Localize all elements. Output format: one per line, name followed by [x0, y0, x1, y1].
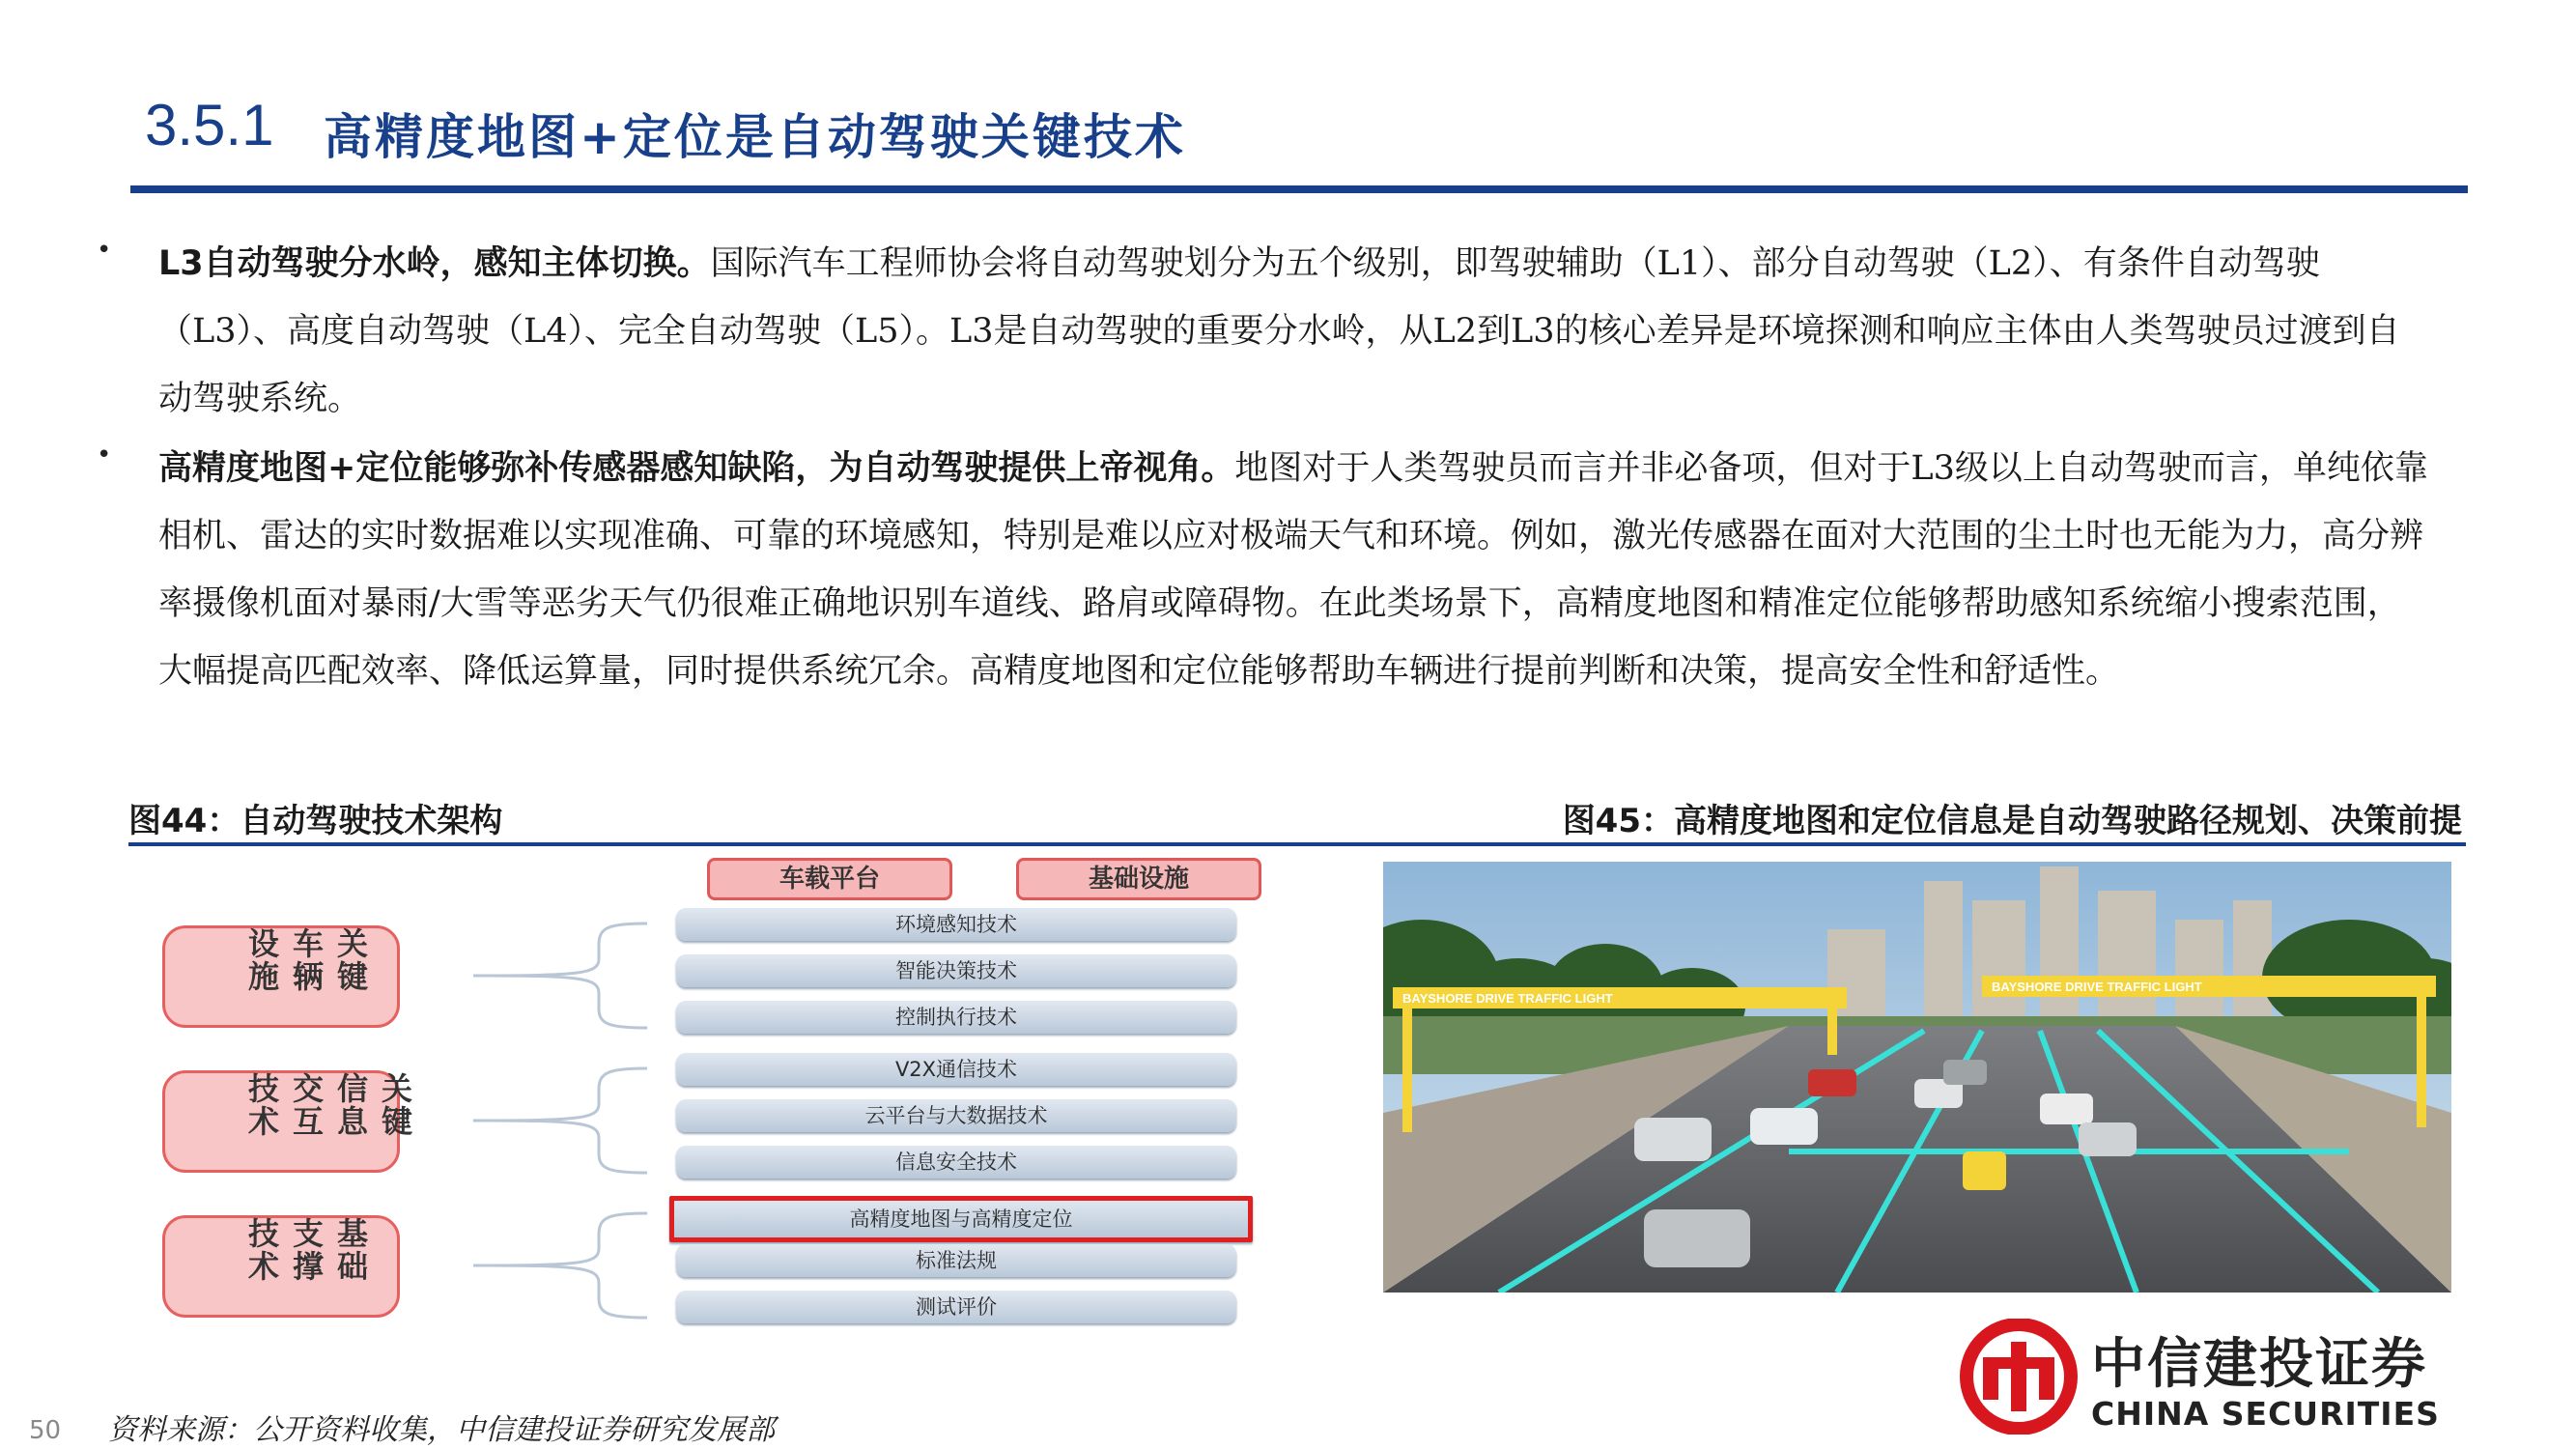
gantry-sign-right: BAYSHORE DRIVE TRAFFIC LIGHT: [1992, 980, 2202, 994]
bullet-paragraph: [158, 230, 2430, 433]
tech-bar: 云平台与大数据技术: [676, 1099, 1236, 1132]
bullet-lead: 高精度地图+定位能够弥补传感器感知缺陷，为自动驾驶提供上帝视角。: [158, 449, 1235, 488]
tech-bar: 控制执行技术: [676, 1001, 1236, 1034]
bullet-body: 地图对于人类驾驶员而言并非必备项，但对于L3级以上自动驾驶而言，单纯依靠相机、雷达的实时数据难以实现准确、可靠的环境感知，特别是难以应对极端天气和环境。例如，激光传感器在面对大范围的尘土时也无能为力，高分辨率摄像机面对暴雨/大雪等恶劣天气仍很难正确地识别车道线、路肩或障碍物。在此类场景下，高精度地图和精准定位能够帮助感知系统缩小搜索范围，大幅提高匹配效率、降低运算量，同时提供系统冗余。高精度地图和定位能够帮助车辆进行提前判断和决策，提高安全性和舒适性。: [158, 449, 2428, 691]
tech-bar: V2X通信技术: [676, 1053, 1236, 1086]
tech-bar: 信息安全技术: [676, 1146, 1236, 1179]
page-number: 50: [29, 1416, 62, 1445]
figure-45-caption: 图45：高精度地图和定位信息是自动驾驶路径规划、决策前提: [1562, 802, 2462, 840]
logo-text-en: CHINA SECURITIES: [2091, 1395, 2440, 1433]
group-label-vehicle: 关键车辆设施: [243, 927, 369, 993]
group-label-foundation: 基础支撑技术: [243, 1217, 369, 1283]
gantry-sign-left: BAYSHORE DRIVE TRAFFIC LIGHT: [1402, 991, 1613, 1006]
figure-44-caption: 图44：自动驾驶技术架构: [128, 802, 503, 840]
logo-text-cn: 中信建投证券: [2091, 1333, 2427, 1396]
tech-bar: 标准法规: [676, 1244, 1236, 1277]
company-logo: [1946, 1314, 2468, 1439]
section-number: 3.5.1: [145, 93, 274, 157]
bullet-dot: •: [97, 236, 112, 265]
page-title: 高精度地图+定位是自动驾驶关键技术: [324, 109, 1186, 165]
title-divider: [130, 185, 2468, 193]
bullet-item-2: [97, 435, 2434, 773]
top-tag-infrastructure: 基础设施: [1016, 858, 1261, 900]
caption-divider: [128, 842, 2466, 846]
tech-bar: 环境感知技术: [676, 908, 1236, 941]
street-scene-photo: [1383, 862, 2451, 1293]
tech-bar-highlighted: 高精度地图与高精度定位: [669, 1196, 1253, 1242]
top-tag-vehicle-platform: 车载平台: [707, 858, 952, 900]
bullet-paragraph: [158, 435, 2430, 705]
architecture-diagram: [155, 858, 1304, 1341]
bullet-dot: •: [97, 440, 112, 469]
source-note: 资料来源：公开资料收集，中信建投证券研究发展部: [108, 1413, 775, 1447]
bullet-body: 国际汽车工程师协会将自动驾驶划分为五个级别，即驾驶辅助（L1）、部分自动驾驶（L2）、有条件自动驾驶（L3）、高度自动驾驶（L4）、完全自动驾驶（L5）。L3是自动驾驶的重要分水岭，从L2到L3的核心差异是环境探测和响应主体由人类驾驶员过渡到自动驾驶系统。: [158, 244, 2400, 418]
bullet-item-1: [97, 230, 2434, 433]
tech-bar: 智能决策技术: [676, 954, 1236, 987]
bullet-lead: L3自动驾驶分水岭，感知主体切换。: [158, 244, 711, 283]
brace-connectors: [464, 916, 657, 1331]
citic-logo-icon: [1956, 1319, 2081, 1435]
street-scene-illustration: [1383, 862, 2451, 1293]
group-label-info: 关键信息交互技术: [243, 1072, 413, 1138]
tech-bar: 测试评价: [676, 1291, 1236, 1323]
